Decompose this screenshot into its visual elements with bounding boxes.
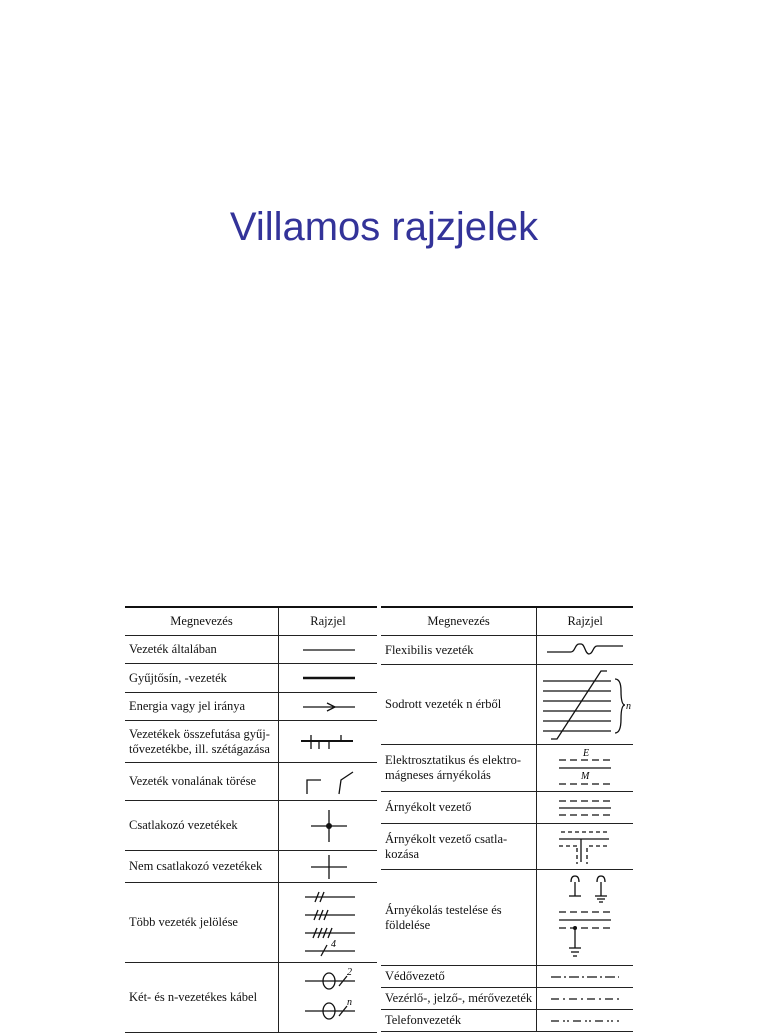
symbol-cable xyxy=(279,963,378,1033)
table-row xyxy=(125,851,377,883)
shield-m-label: M xyxy=(581,771,590,782)
symbol-shielding xyxy=(537,745,634,792)
row-name: Két- és n-vezetékes kábel xyxy=(125,963,279,1033)
table-row xyxy=(125,801,377,851)
row-name: Vezeték általában xyxy=(125,636,279,664)
symbols-table-left xyxy=(125,606,377,1033)
row-name: Több vezeték jelölése xyxy=(125,883,279,963)
header-name: Megnevezés xyxy=(381,607,537,636)
symbol-telephone-wire xyxy=(537,1010,634,1032)
row-name: Árnyékolt vezető xyxy=(381,792,537,824)
table-row xyxy=(125,963,377,1033)
table-row xyxy=(125,721,377,763)
header-symbol: Rajzjel xyxy=(537,607,634,636)
table-row xyxy=(381,824,633,870)
table-row xyxy=(381,966,633,988)
table-row xyxy=(381,665,633,745)
symbol-flexible-wire xyxy=(537,636,634,665)
table-row xyxy=(125,636,377,664)
row-name: Csatlakozó vezetékek xyxy=(125,801,279,851)
row-name: Elektrosztatikus és elektro-mágneses árnyékolás xyxy=(381,745,537,792)
table-row xyxy=(381,1010,633,1032)
table-row xyxy=(381,988,633,1010)
table-row xyxy=(125,693,377,721)
table-row xyxy=(125,763,377,801)
symbol-general-wire xyxy=(279,636,378,664)
row-name: Nem csatlakozó vezetékek xyxy=(125,851,279,883)
row-name: Árnyékolás testelése és földelése xyxy=(381,870,537,966)
symbol-shield-grounding xyxy=(537,870,634,966)
table-row xyxy=(125,664,377,693)
row-name: Energia vagy jel iránya xyxy=(125,693,279,721)
symbol-stranded-wire xyxy=(537,665,634,745)
header-symbol: Rajzjel xyxy=(279,607,378,636)
row-name: Vezeték vonalának törése xyxy=(125,763,279,801)
table-row xyxy=(381,636,633,665)
slide-title: Villamos rajzjelek xyxy=(229,205,539,249)
symbol-shielded-junction xyxy=(537,824,634,870)
row-name: Vezérlő-, jelző-, mérővezeték xyxy=(381,988,537,1010)
multi-count-label: 4 xyxy=(331,938,336,950)
row-name: Árnyékolt vezető csatla-kozása xyxy=(381,824,537,870)
cable-two-label: 2 xyxy=(347,966,352,978)
symbol-direction xyxy=(279,693,378,721)
symbol-connected-wires xyxy=(279,801,378,851)
row-name: Flexibilis vezeték xyxy=(381,636,537,665)
row-name: Gyűjtősín, -vezeték xyxy=(125,664,279,693)
table-row xyxy=(381,745,633,792)
symbol-merge-wires xyxy=(279,721,378,763)
header-name: Megnevezés xyxy=(125,607,279,636)
table-header-row xyxy=(381,607,633,636)
row-name: Vezetékek összefutása gyűj-tővezetékbe, ill. szétágazása xyxy=(125,721,279,763)
symbol-busbar xyxy=(279,664,378,693)
symbol-control-wire xyxy=(537,988,634,1010)
table-row xyxy=(381,792,633,824)
table-row xyxy=(381,870,633,966)
stranded-n-label: n xyxy=(626,700,632,712)
table-row xyxy=(125,883,377,963)
row-name: Telefonvezeték xyxy=(381,1010,537,1032)
symbols-table-right xyxy=(381,606,633,1032)
symbol-protective-conductor xyxy=(537,966,634,988)
symbol-crossing-wires xyxy=(279,851,378,883)
cable-n-label: n xyxy=(347,996,352,1008)
symbol-shielded-conductor xyxy=(537,792,634,824)
shield-e-label: E xyxy=(583,748,590,759)
symbol-line-bend xyxy=(279,763,378,801)
symbol-multiple-wires xyxy=(279,883,378,963)
row-name: Sodrott vezeték n érből xyxy=(381,665,537,745)
row-name: Védővezető xyxy=(381,966,537,988)
table-header-row xyxy=(125,607,377,636)
